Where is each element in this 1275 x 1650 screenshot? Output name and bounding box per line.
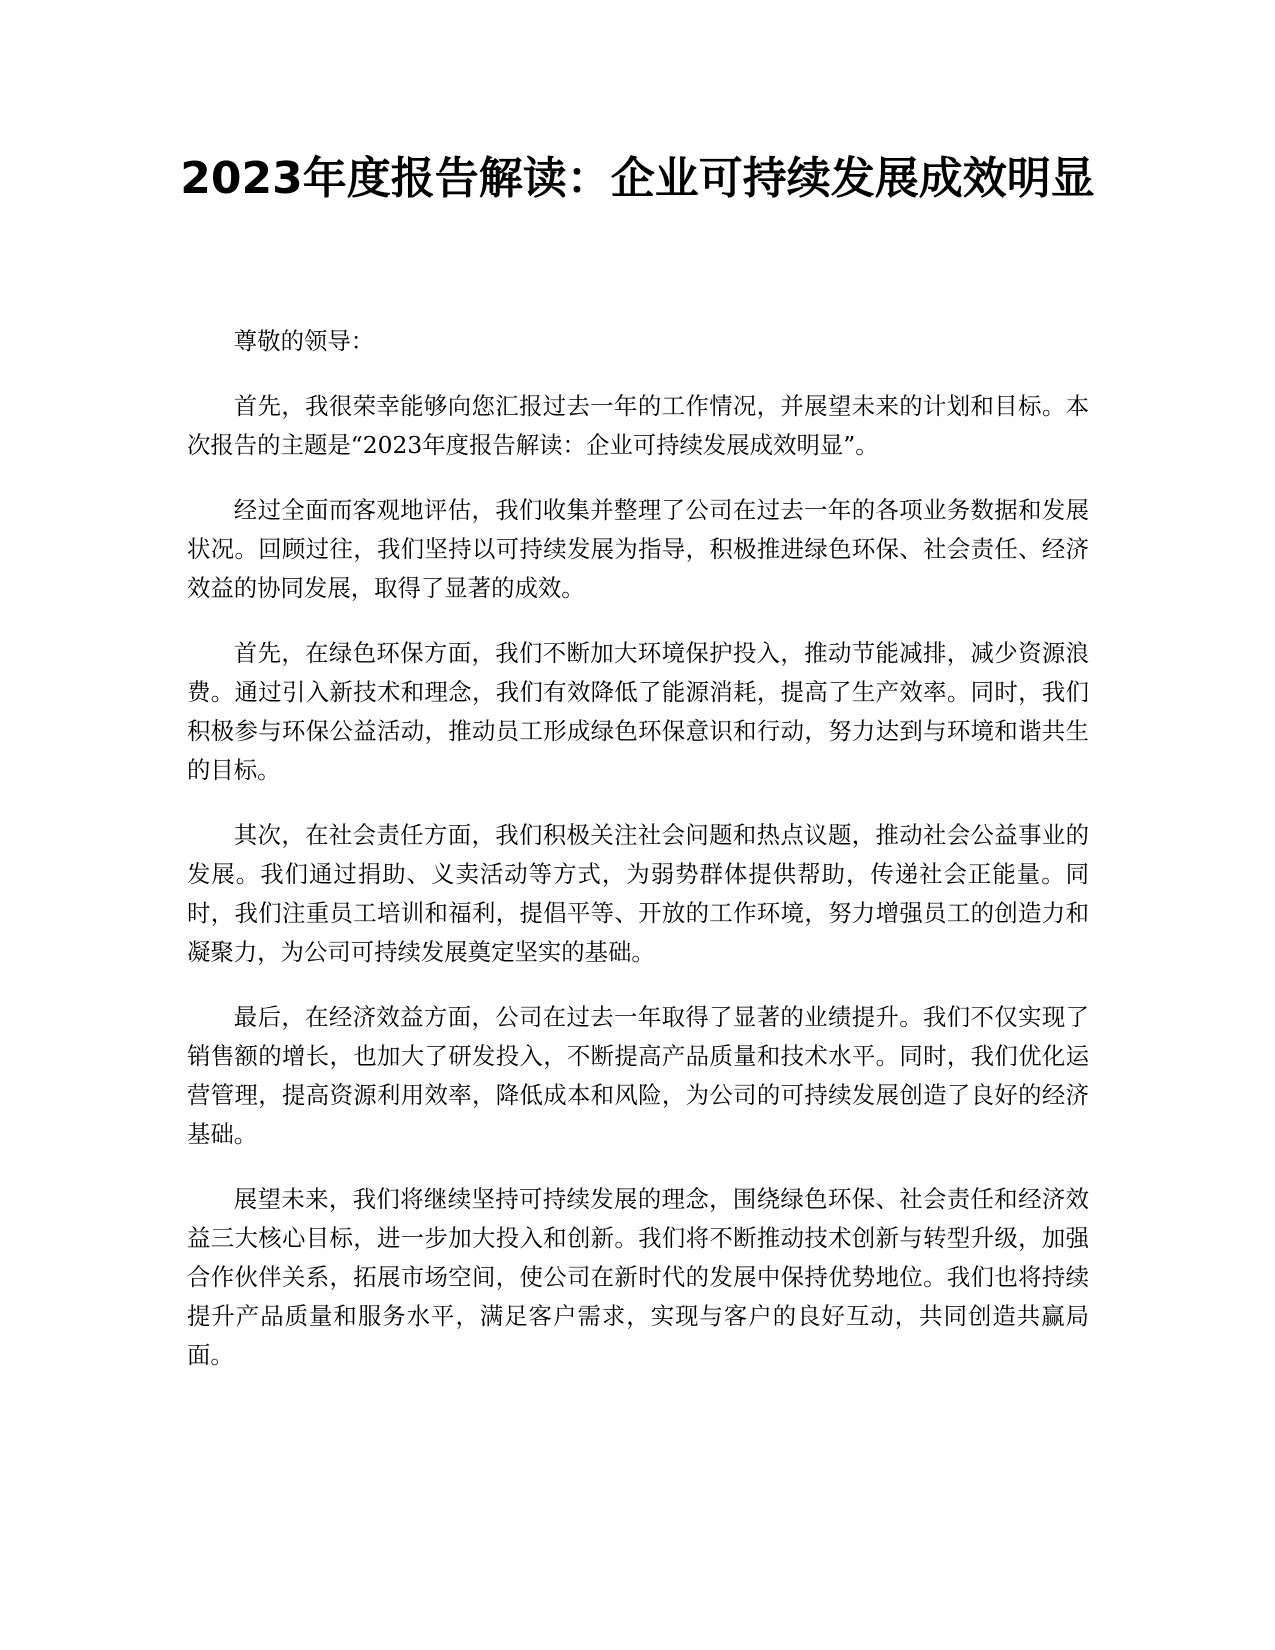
paragraph-social-responsibility: 其次，在社会责任方面，我们积极关注社会问题和热点议题，推动社会公益事业的发展。我们通过捐助、义卖活动等方式，为弱势群体提供帮助，传递社会正能量。同时，我们注重员工培训和福利，提倡平等、开放的工作环境，努力增强员工的创造力和凝聚力，为公司可持续发展奠定坚实的基础。 [187, 821, 1089, 966]
paragraph-intro: 首先，我很荣幸能够向您汇报过去一年的工作情况，并展望未来的计划和目标。本次报告的主题是“2023年度报告解读：企业可持续发展成效明显”。 [187, 392, 1089, 459]
document-body [187, 322, 1089, 1401]
paragraph-review: 经过全面而客观地评估，我们收集并整理了公司在过去一年的各项业务数据和发展状况。回顾过往，我们坚持以可持续发展为指导，积极推进绿色环保、社会责任、经济效益的协同发展，取得了显著的成效。 [187, 496, 1089, 602]
paragraph-economic-benefits: 最后，在经济效益方面，公司在过去一年取得了显著的业绩提升。我们不仅实现了销售额的增长，也加大了研发投入，不断提高产品质量和技术水平。同时，我们优化运营管理，提高资源利用效率，降低成本和风险，为公司的可持续发展创造了良好的经济基础。 [187, 1003, 1089, 1148]
paragraph-outlook: 展望未来，我们将继续坚持可持续发展的理念，围绕绿色环保、社会责任和经济效益三大核心目标，进一步加大投入和创新。我们将不断推动技术创新与转型升级，加强合作伙伴关系，拓展市场空间，使公司在新时代的发展中保持优势地位。我们也将持续提升产品质量和服务水平，满足客户需求，实现与客户的良好互动，共同创造共赢局面。 [187, 1185, 1089, 1369]
document-title: 2023年度报告解读：企业可持续发展成效明显 [180, 153, 1095, 204]
salutation: 尊敬的领导： [233, 327, 375, 355]
paragraph-green-environment: 首先，在绿色环保方面，我们不断加大环境保护投入，推动节能减排，减少资源浪费。通过引入新技术和理念，我们有效降低了能源消耗，提高了生产效率。同时，我们积极参与环保公益活动，推动员工形成绿色环保意识和行动，努力达到与环境和谐共生的目标。 [187, 639, 1089, 784]
